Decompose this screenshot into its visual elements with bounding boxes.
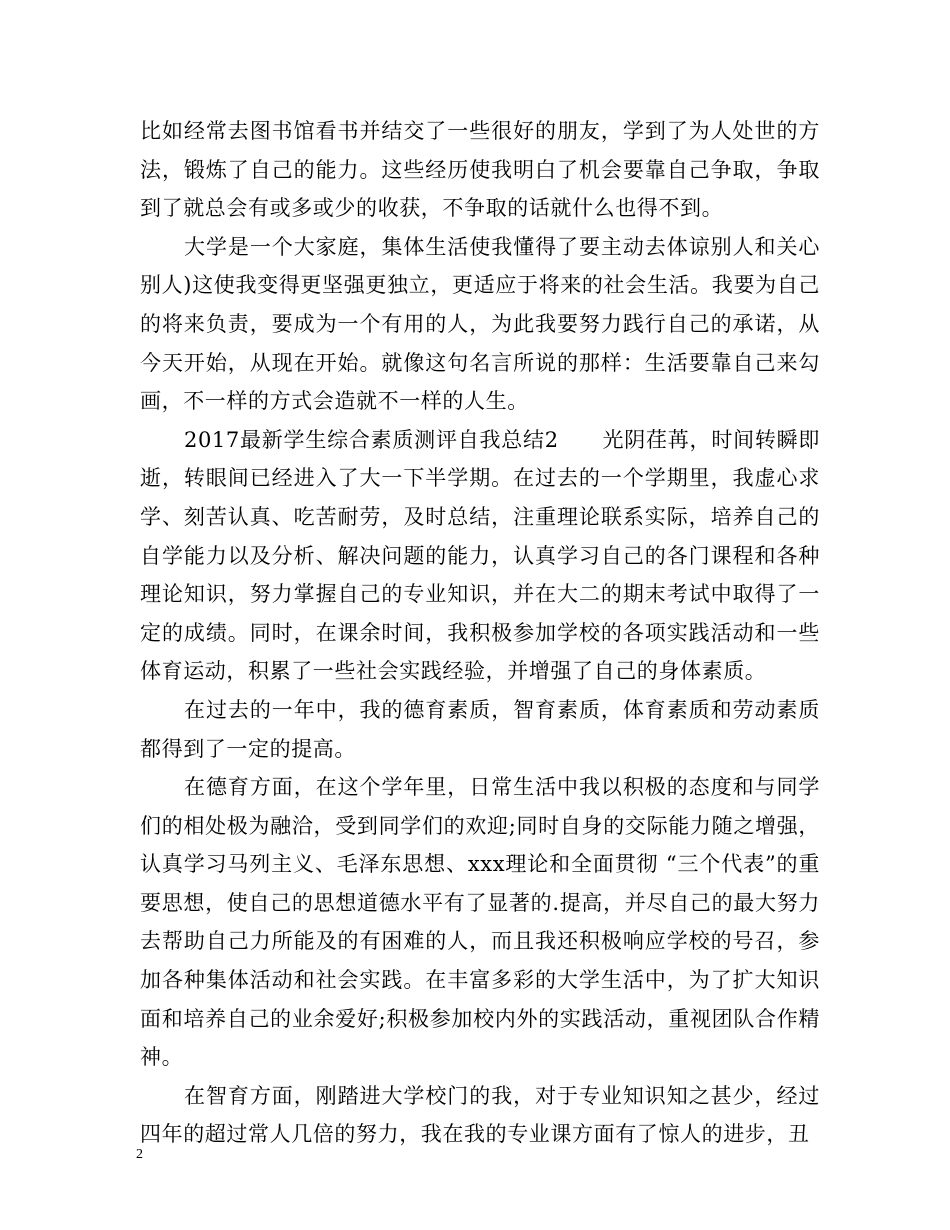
- paragraph-summary-2: 2017最新学生综合素质测评自我总结2 光阴荏苒，时间转瞬即逝，转眼间已经进入了大一下半学期。在过去的一个学期里，我虚心求学、刻苦认真、吃苦耐劳，及时总结，注重理论联系实际，培养自己的自学能力以及分析、解决问题的能力，认真学习自己的各门课程和各种理论知识，努力掌握自己的专业知识，并在大二的期末考试中取得了一定的成绩。同时，在课余时间，我积极参加学校的各项实践活动和一些体育运动，积累了一些社会实践经验，并增强了自己的身体素质。: [140, 427, 820, 684]
- paragraph-moral-education: 在德育方面，在这个学年里，日常生活中我以积极的态度和与同学们的相处极为融洽，受到同学们的欢迎;同时自身的交际能力随之增强，认真学习马列主义、毛泽东思想、xxx理论和全面贯彻 “三个代表”的重要思想，使自己的思想道德水平有了显著的.提高，并尽自己的最大努力去帮助自己力所能及的有困难的人，而且我还积极响应学校的号召，参加各种集体活动和社会实践。在丰富多彩的大学生活中，为了扩大知识面和培养自己的业余爱好;积极参加校内外的实践活动，重视团队合作精神。: [140, 775, 820, 1070]
- paragraph-continuation: 比如经常去图书馆看书并结交了一些很好的朋友，学到了为人处世的方法，锻炼了自己的能力。这些经历使我明白了机会要靠自己争取，争取到了就总会有或多或少的收获，不争取的话就什么也得不到。: [140, 119, 820, 221]
- paragraph-past-year: 在过去的一年中，我的德育素质，智育素质，体育素质和劳动素质都得到了一定的提高。: [140, 697, 820, 761]
- paragraph-college-family: 大学是一个大家庭，集体生活使我懂得了要主动去体谅别人和关心别人)这使我变得更坚强更独立，更适应于将来的社会生活。我要为自己的将来负责，要成为一个有用的人，为此我要努力践行自己的承诺，从今天开始，从现在开始。就像这句名言所说的那样：生活要靠自己来勾画，不一样的方式会造就不一样的人生。: [140, 234, 820, 414]
- paragraph-intellectual-education: 在智育方面，刚踏进大学校门的我，对于专业知识知之甚少，经过四年的超过常人几倍的努力，我在我的专业课方面有了惊人的进步，丑: [140, 1083, 820, 1147]
- document-body: [140, 112, 820, 1154]
- page-number: 2: [136, 1147, 143, 1162]
